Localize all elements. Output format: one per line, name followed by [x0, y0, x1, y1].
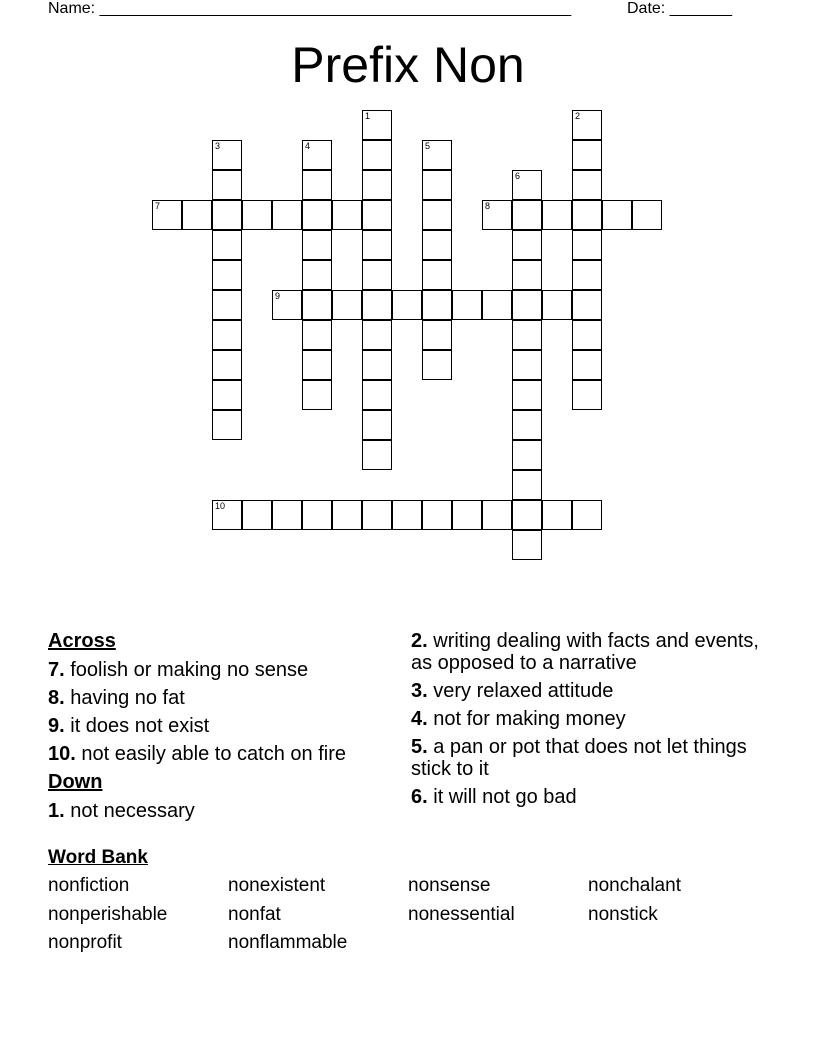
across-clue-list: [48, 659, 378, 765]
clue-text: very relaxed attitude: [433, 680, 614, 702]
crossword-cell[interactable]: [512, 500, 542, 530]
crossword-cell[interactable]: [212, 290, 242, 320]
crossword-cell[interactable]: [362, 140, 392, 170]
clue-item: [48, 800, 378, 822]
down-clue-list: [48, 800, 378, 822]
clue-number: 10: [215, 501, 226, 511]
word-bank-item: nonprofit: [48, 932, 122, 953]
clue-text: having no fat: [70, 687, 185, 709]
name-field-line[interactable]: Name: _____________________________________________________: [48, 0, 572, 17]
down-heading: Down: [48, 771, 103, 793]
crossword-cell[interactable]: [512, 380, 542, 410]
clue-number-label: 5.: [411, 736, 428, 758]
crossword-cell[interactable]: [422, 500, 452, 530]
crossword-cell[interactable]: [572, 320, 602, 350]
crossword-cell[interactable]: [422, 260, 452, 290]
crossword-cell[interactable]: [212, 500, 242, 530]
clue-number: 9: [275, 291, 281, 301]
word-bank-item: nonperishable: [48, 903, 168, 925]
clue-item: [411, 630, 776, 674]
crossword-cell[interactable]: [572, 380, 602, 410]
crossword-cell[interactable]: [332, 500, 362, 530]
crossword-cell[interactable]: [302, 230, 332, 260]
date-field-line[interactable]: Date: _______: [627, 0, 732, 17]
crossword-cell[interactable]: [212, 170, 242, 200]
clue-number-label: 2.: [411, 630, 428, 652]
crossword-cell[interactable]: [512, 320, 542, 350]
clue-number-label: 3.: [411, 680, 428, 702]
crossword-cell[interactable]: [542, 290, 572, 320]
word-bank-item: nonchalant: [588, 875, 681, 896]
crossword-cell[interactable]: [512, 170, 542, 200]
clue-text: a pan or pot that does not let things stick to it: [411, 736, 747, 780]
crossword-cell[interactable]: [212, 200, 242, 230]
crossword-cell[interactable]: [632, 200, 662, 230]
crossword-cell[interactable]: [572, 500, 602, 530]
crossword-cell[interactable]: [422, 320, 452, 350]
crossword-cell[interactable]: [362, 350, 392, 380]
crossword-cell[interactable]: [302, 260, 332, 290]
crossword-cell[interactable]: [392, 500, 422, 530]
clue-number-label: 8.: [48, 687, 65, 709]
crossword-cell[interactable]: [212, 230, 242, 260]
crossword-cell[interactable]: [392, 290, 422, 320]
clue-number: 3: [215, 141, 221, 151]
crossword-cell[interactable]: [452, 500, 482, 530]
clue-text: not necessary: [70, 800, 195, 822]
crossword-cell[interactable]: [482, 500, 512, 530]
word-bank-item: nonfat: [228, 903, 281, 925]
crossword-cell[interactable]: [242, 500, 272, 530]
crossword-cell[interactable]: [182, 200, 212, 230]
clue-number: 5: [425, 141, 431, 151]
clues-right-column: [411, 630, 776, 814]
crossword-cell[interactable]: [512, 470, 542, 500]
word-bank-item: nonfiction: [48, 875, 130, 896]
clue-text: writing dealing with facts and events, as opposed to a narrative: [411, 630, 759, 674]
clue-number-label: 6.: [411, 786, 428, 808]
crossword-cell[interactable]: [302, 500, 332, 530]
crossword-cell[interactable]: [212, 320, 242, 350]
crossword-cell[interactable]: [422, 170, 452, 200]
clue-number: 1: [365, 111, 371, 121]
clue-number: 8: [485, 201, 491, 211]
crossword-cell[interactable]: [212, 350, 242, 380]
crossword-cell[interactable]: [302, 380, 332, 410]
crossword-cell[interactable]: [572, 140, 602, 170]
clue-item: [48, 743, 378, 765]
word-bank-title: Word Bank: [48, 847, 148, 868]
crossword-cell[interactable]: [212, 410, 242, 440]
crossword-cell[interactable]: [242, 200, 272, 230]
crossword-cell[interactable]: [302, 350, 332, 380]
crossword-cell[interactable]: [362, 410, 392, 440]
page-title: Prefix Non: [291, 37, 525, 93]
crossword-cell[interactable]: [512, 530, 542, 560]
crossword-cell[interactable]: [512, 230, 542, 260]
crossword-cell[interactable]: [302, 140, 332, 170]
clues-left-column: [48, 630, 378, 828]
crossword-cell[interactable]: [512, 350, 542, 380]
clue-number: 6: [515, 171, 521, 181]
clue-number: 4: [305, 141, 311, 151]
word-bank-item: nonexistent: [228, 875, 326, 896]
crossword-cell[interactable]: [272, 290, 302, 320]
crossword-cell[interactable]: [542, 200, 572, 230]
crossword-cell[interactable]: [302, 200, 332, 230]
clue-item: [48, 715, 378, 737]
crossword-cell[interactable]: [272, 200, 302, 230]
crossword-cell[interactable]: [572, 350, 602, 380]
crossword-cell[interactable]: [212, 260, 242, 290]
crossword-cell[interactable]: [512, 440, 542, 470]
crossword-cell[interactable]: [362, 500, 392, 530]
crossword-cell[interactable]: [362, 200, 392, 230]
crossword-cell[interactable]: [362, 260, 392, 290]
crossword-cell[interactable]: [362, 440, 392, 470]
clue-item: [411, 680, 776, 702]
word-bank-item: nonsense: [408, 875, 491, 896]
clue-number-label: 7.: [48, 659, 65, 681]
clue-text: it does not exist: [70, 715, 210, 737]
crossword-cell[interactable]: [482, 290, 512, 320]
crossword-cell[interactable]: [302, 320, 332, 350]
crossword-cell[interactable]: [302, 170, 332, 200]
crossword-cell[interactable]: [572, 110, 602, 140]
crossword-cell[interactable]: [542, 500, 572, 530]
crossword-cell[interactable]: [362, 110, 392, 140]
crossword-cell[interactable]: [422, 200, 452, 230]
crossword-cell[interactable]: [152, 200, 182, 230]
clue-number-label: 4.: [411, 708, 428, 730]
across-heading: Across: [48, 630, 116, 652]
crossword-cell[interactable]: [302, 290, 332, 320]
crossword-cell[interactable]: [512, 290, 542, 320]
clue-text: not easily able to catch on fire: [81, 743, 346, 765]
crossword-cell[interactable]: [362, 380, 392, 410]
crossword-cell[interactable]: [362, 320, 392, 350]
word-bank: [48, 846, 768, 958]
crossword-cell[interactable]: [512, 410, 542, 440]
word-bank-list: [48, 872, 768, 958]
crossword-cell[interactable]: [572, 230, 602, 260]
crossword-cell[interactable]: [422, 140, 452, 170]
crossword-cell[interactable]: [422, 350, 452, 380]
word-bank-item: nonessential: [408, 903, 515, 925]
clue-number-label: 10.: [48, 743, 76, 765]
crossword-cell[interactable]: [422, 290, 452, 320]
crossword-cell[interactable]: [572, 290, 602, 320]
crossword-cell[interactable]: [572, 260, 602, 290]
word-bank-item: nonflammable: [228, 932, 348, 953]
clue-item: [48, 659, 378, 681]
crossword-cell[interactable]: [362, 170, 392, 200]
crossword-cell[interactable]: [512, 260, 542, 290]
word-bank-item: nonstick: [588, 903, 658, 925]
crossword-cell[interactable]: [272, 500, 302, 530]
clue-item: [48, 687, 378, 709]
crossword-cell[interactable]: [572, 200, 602, 230]
clue-number-label: 1.: [48, 800, 65, 822]
clue-text: it will not go bad: [433, 786, 577, 808]
crossword-cell[interactable]: [332, 290, 362, 320]
crossword-cell[interactable]: [512, 200, 542, 230]
crossword-cell[interactable]: [332, 200, 362, 230]
crossword-cell[interactable]: [212, 380, 242, 410]
clue-item: [411, 786, 776, 808]
clue-item: [411, 708, 776, 730]
clue-text: not for making money: [433, 708, 626, 730]
clue-text: foolish or making no sense: [70, 659, 309, 681]
crossword-cell[interactable]: [452, 290, 482, 320]
down-clue-list-continued: [411, 630, 776, 808]
crossword-cell[interactable]: [572, 170, 602, 200]
clue-number: 2: [575, 111, 581, 121]
crossword-cell[interactable]: [212, 140, 242, 170]
crossword-cell[interactable]: [602, 200, 632, 230]
crossword-cell[interactable]: [422, 230, 452, 260]
crossword-cell[interactable]: [482, 200, 512, 230]
clue-item: [411, 736, 776, 780]
clue-number: 7: [155, 201, 161, 211]
clue-number-label: 9.: [48, 715, 65, 737]
crossword-cell[interactable]: [362, 230, 392, 260]
crossword-cell[interactable]: [362, 290, 392, 320]
